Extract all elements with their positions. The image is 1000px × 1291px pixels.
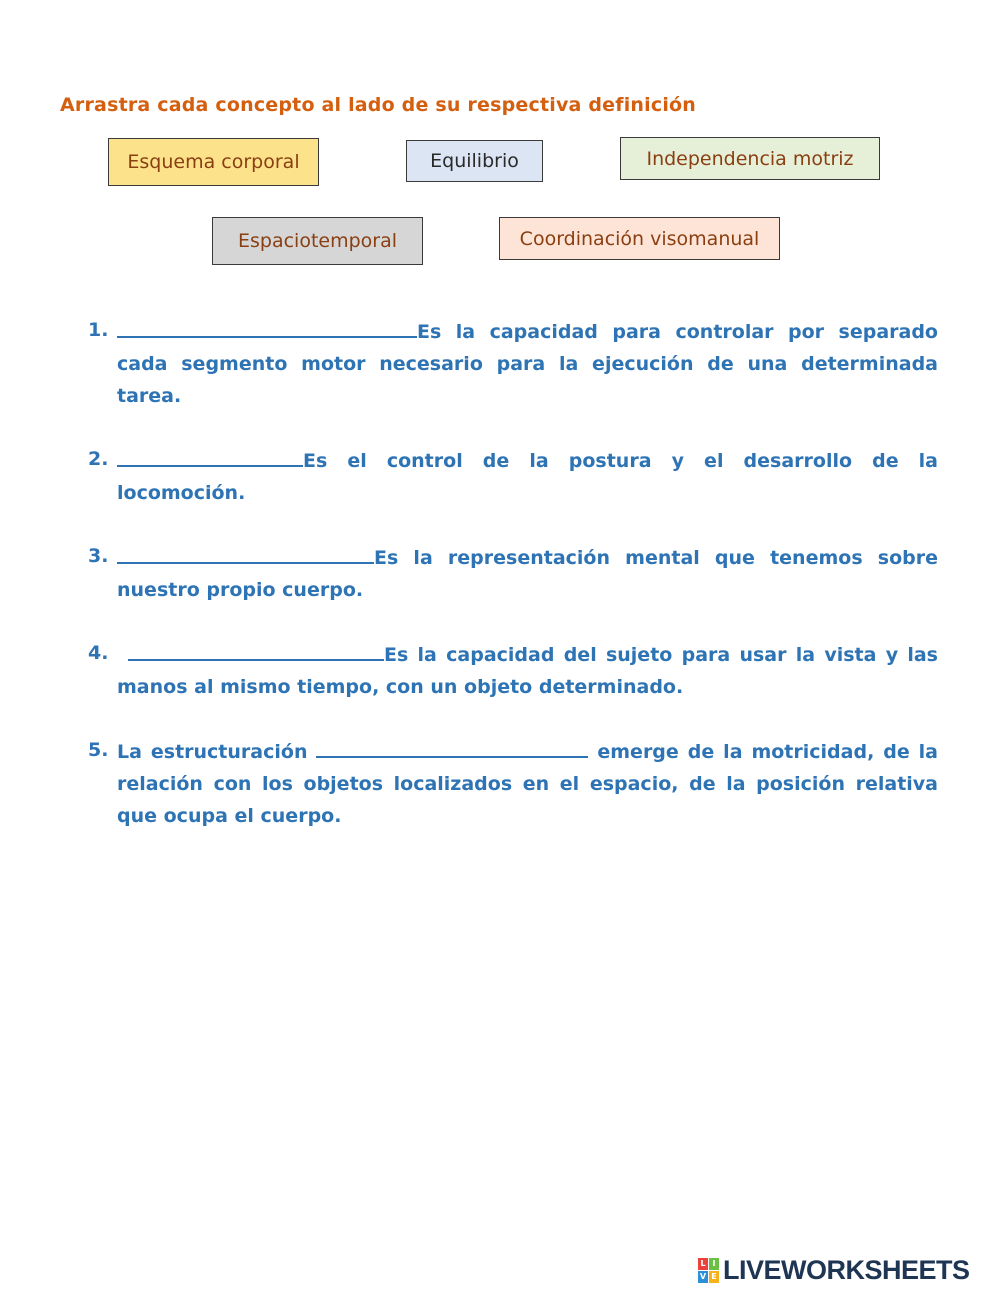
drag-tile-coordinacion-visomanual[interactable]: Coordinación visomanual — [499, 217, 780, 260]
drag-tile-independencia-motriz[interactable]: Independencia motriz — [620, 137, 880, 180]
liveworksheets-brand: LIVEWORKSHEETS — [723, 1255, 970, 1285]
question-number: 1. — [88, 319, 109, 341]
question-text: Es la capacidad para controlar por separado cada segmento motor necesario para la ejecución de una determinada tarea. — [117, 321, 938, 407]
question-text: Es la representación mental que tenemos sobre nuestro propio cuerpo. — [117, 547, 938, 601]
drop-blank-3[interactable] — [117, 540, 374, 564]
question-item — [88, 314, 938, 412]
drag-tile-espaciotemporal[interactable]: Espaciotemporal — [212, 217, 423, 265]
question-item — [88, 734, 938, 832]
drop-blank-4[interactable] — [128, 637, 384, 661]
liveworksheets-logo-icon: L I V E — [698, 1258, 720, 1284]
instruction-heading: Arrastra cada concepto al lado de su respectiva definición — [60, 94, 697, 116]
question-text: emerge de la motricidad, de la relación con los objetos localizados en el espacio, de la posición relativa que ocupa el cuerpo. — [117, 741, 939, 827]
liveworksheets-logo — [698, 1255, 970, 1286]
question-item — [88, 540, 938, 606]
question-text: Es el control de la postura y el desarrollo de la locomoción. — [117, 450, 938, 504]
question-text: Es la capacidad del sujeto para usar la vista y las manos al mismo tiempo, con un objeto determinado. — [117, 644, 938, 698]
question-number: 4. — [88, 642, 109, 664]
drag-tile-esquema-corporal[interactable]: Esquema corporal — [108, 138, 319, 186]
question-list — [88, 314, 938, 863]
question-number: 5. — [88, 739, 109, 761]
drop-blank-2[interactable] — [117, 443, 303, 467]
question-item — [88, 637, 938, 703]
drag-tile-equilibrio[interactable]: Equilibrio — [406, 140, 543, 182]
question-text-before: La estructuración — [117, 741, 317, 763]
question-item — [88, 443, 938, 509]
question-number: 2. — [88, 448, 109, 470]
drop-blank-5[interactable] — [316, 734, 588, 758]
drop-blank-1[interactable] — [117, 314, 417, 338]
question-number: 3. — [88, 545, 109, 567]
